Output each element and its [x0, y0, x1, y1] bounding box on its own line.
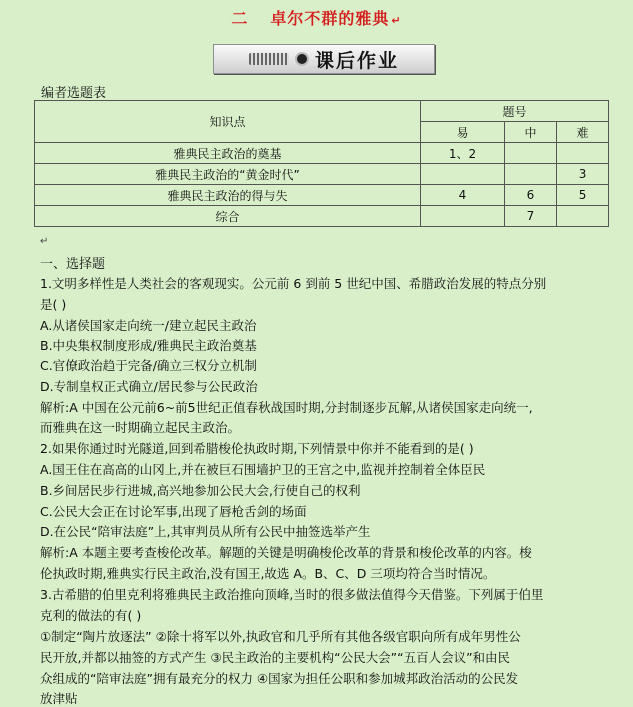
- easy-cell: [421, 164, 505, 185]
- q1-analysis-cont: 而雅典在这一时期确立起民主政治。: [40, 420, 241, 435]
- topic-cell: 雅典民主政治的奠基: [35, 143, 421, 164]
- q3-items-cont: 众组成的“陪审法庭”拥有最充分的权力 ④国家为担任公职和参加城邦政治活动的公民发: [40, 671, 519, 686]
- table-row: [35, 164, 609, 185]
- q1-option-d: D.专制皇权正式确立/居民参与公民政治: [40, 379, 258, 394]
- header-easy: 易: [421, 122, 505, 143]
- topic-cell: 综合: [35, 206, 421, 227]
- q1-option-c: C.官僚政治趋于完备/确立三权分立机制: [40, 358, 257, 373]
- banner-text: 课后作业: [314, 49, 399, 72]
- table-row: [35, 185, 609, 206]
- hard-cell: [557, 206, 609, 227]
- hard-cell: 3: [557, 164, 609, 185]
- q3-items-cont: 民开放,并都以抽签的方式产生 ③民主政治的主要机构“公民大会”“五百人会议”和由民: [40, 650, 511, 665]
- hard-cell: 5: [557, 185, 609, 206]
- table-caption: 编者选题表: [41, 86, 107, 101]
- header-question-number: 题号: [421, 101, 609, 122]
- q2-option-d: D.在公民“陪审法庭”上,其审判员从所有公民中抽签选举产生: [40, 524, 371, 539]
- easy-cell: 4: [421, 185, 505, 206]
- mid-cell: 7: [505, 206, 557, 227]
- mid-cell: [505, 164, 557, 185]
- topic-cell: 雅典民主政治的“黄金时代”: [35, 164, 421, 185]
- easy-cell: 1、2: [421, 143, 505, 164]
- section-heading: 一、选择题: [40, 257, 106, 272]
- chapter-name: 卓尔不群的雅典: [270, 9, 390, 28]
- q3-stem: 3.古希腊的伯里克利将雅典民主政治推向顶峰,当时的很多做法值得今天借鉴。下列属于伯里: [40, 587, 544, 602]
- q2-analysis-cont: 伦执政时期,雅典实行民主政治,没有国王,故选 A。B、C、D 三项均符合当时情况。: [40, 566, 496, 581]
- mid-cell: [505, 143, 557, 164]
- q2-analysis: 解析:A 本题主要考查梭伦改革。解题的关键是明确梭伦改革的背景和梭伦改革的内容。梭: [40, 545, 532, 560]
- header-medium: 中: [505, 122, 557, 143]
- q2-option-b: B.乡间居民步行进城,高兴地参加公民大会,行使自己的权利: [40, 483, 361, 498]
- chapter-title: [0, 6, 633, 29]
- q3-stem-cont: 克利的做法的有( ): [40, 608, 142, 623]
- q2-option-a: A.国王住在高高的山冈上,并在被巨石围墙护卫的王宫之中,监视并控制着全体臣民: [40, 462, 486, 477]
- header-knowledge: 知识点: [35, 101, 421, 143]
- chapter-number: 二: [231, 9, 249, 28]
- header-hard: 难: [557, 122, 609, 143]
- q1-stem: 1.文明多样性是人类社会的客观现实。公元前 6 到前 5 世纪中国、希腊政治发展的特点分别: [40, 276, 547, 291]
- q1-option-a: A.从诸侯国家走向统一/建立起民主政治: [40, 318, 257, 333]
- table-row: [35, 143, 609, 164]
- q2-option-c: C.公民大会正在讨论军事,出现了唇枪舌剑的场面: [40, 504, 307, 519]
- mid-cell: 6: [505, 185, 557, 206]
- q1-analysis: 解析:A 中国在公元前6~前5世纪正值春秋战国时期,分封制逐步瓦解,从诸侯国家走向统一,: [40, 400, 533, 415]
- topic-selection-table: [34, 100, 609, 227]
- topic-cell: 雅典民主政治的得与失: [35, 185, 421, 206]
- q1-stem-cont: 是( ): [40, 297, 67, 312]
- q1-option-b: B.中央集权制度形成/雅典民主政治奠基: [40, 338, 257, 353]
- paragraph-mark: ↵: [40, 236, 49, 247]
- q3-items-cont: 放津贴: [40, 691, 78, 706]
- q3-items: ①制定“陶片放逐法” ②除十将军以外,执政官和几乎所有其他各级官职向所有成年男性公: [40, 629, 521, 644]
- banner-decoration-left: [249, 53, 289, 65]
- hard-cell: [557, 143, 609, 164]
- q2-stem: 2.如果你通过时光隧道,回到希腊梭伦执政时期,下列情景中你并不能看到的是( ): [40, 441, 474, 456]
- easy-cell: [421, 206, 505, 227]
- paragraph-mark: ↵: [391, 14, 402, 27]
- table-row: [35, 206, 609, 227]
- homework-banner: [213, 44, 435, 74]
- banner-disc-icon: [295, 52, 309, 66]
